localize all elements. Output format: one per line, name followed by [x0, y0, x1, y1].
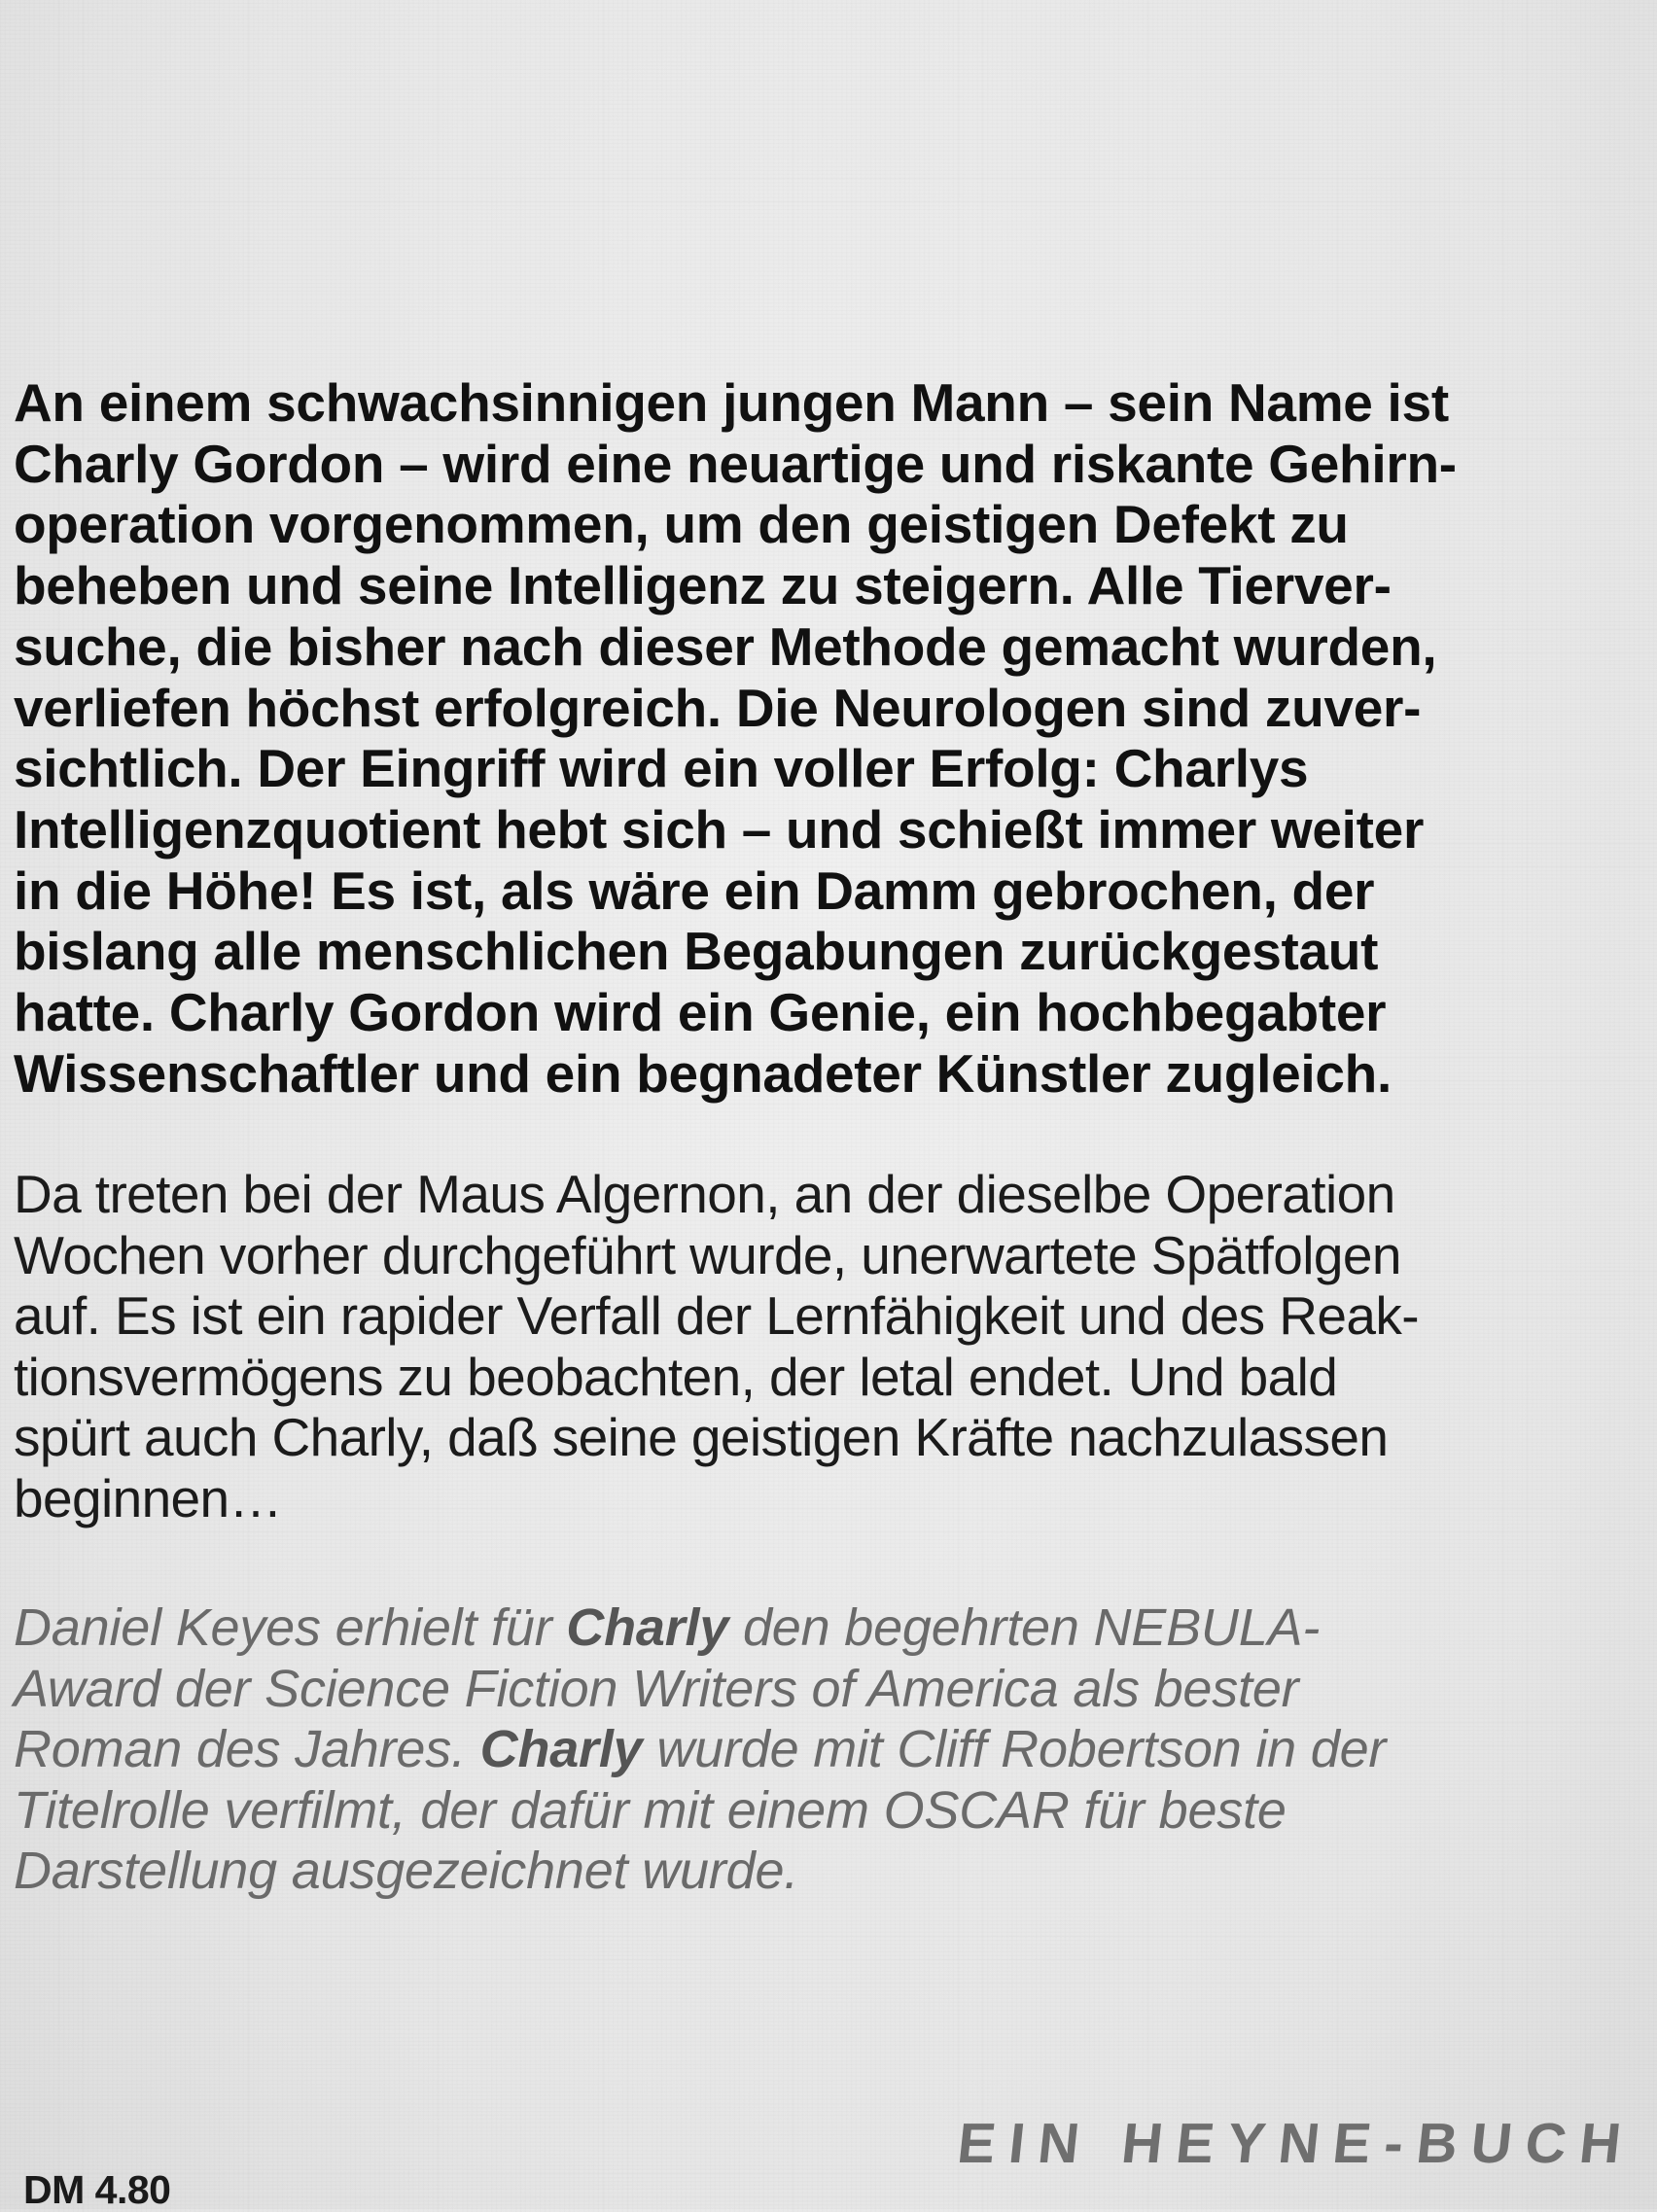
text-line — [14, 1598, 1657, 1659]
publisher-imprint: EIN HEYNE-BUCH — [954, 2112, 1638, 2175]
book-title-emphasis: Charly — [479, 1720, 643, 1778]
synopsis-paragraph-regular — [14, 1164, 1657, 1528]
text-line: sichtlich. Der Eingriff wird ein voller Erfolg: Charlys — [14, 738, 1309, 799]
text-line: tionsvermögens zu beobachten, der letal endet. Und bald — [14, 1346, 1338, 1407]
text-line: Titelrolle verfilmt, der dafür mit einem OSCAR für beste — [14, 1780, 1287, 1840]
author-award-paragraph — [14, 1598, 1657, 1902]
text-line: Wissenschaftler und ein begnadeter Künstler zugleich. — [14, 1042, 1392, 1104]
text-line: Darstellung ausgezeichnet wurde. — [14, 1842, 799, 1900]
text-segment: Roman des Jahres. — [14, 1720, 480, 1778]
text-segment: wurde mit Cliff Robertson in der — [642, 1720, 1387, 1778]
synopsis-paragraph-bold — [14, 372, 1657, 1104]
text-line: verliefen höchst erfolgreich. Die Neurologen sind zuver- — [14, 677, 1422, 738]
price-label: DM 4.80 — [23, 2167, 171, 2212]
text-line — [14, 1719, 1657, 1780]
text-segment: den begehrten NEBULA- — [728, 1598, 1321, 1657]
text-line: beheben und seine Intelligenz zu steigern. Alle Tierver- — [14, 555, 1392, 616]
text-line: Intelligenzquotient hebt sich – und schießt immer weiter — [14, 798, 1425, 860]
text-line: bislang alle menschlichen Begabungen zurückgestaut — [14, 921, 1379, 982]
text-line: Award der Science Fiction Writers of America als bester — [14, 1659, 1299, 1718]
text-line: spürt auch Charly, daß seine geistigen Kräfte nachzulassen — [14, 1407, 1389, 1467]
text-line: operation vorgenommen, um den geistigen Defekt zu — [14, 494, 1349, 555]
book-title-emphasis: Charly — [566, 1598, 729, 1657]
text-line: auf. Es ist ein rapider Verfall der Lernfähigkeit und des Reak- — [14, 1285, 1419, 1346]
text-line: Da treten bei der Maus Algernon, an der dieselbe Operation — [14, 1164, 1395, 1224]
text-line: suche, die bisher nach dieser Methode gemacht wurden, — [14, 615, 1437, 677]
text-line: hatte. Charly Gordon wird ein Genie, ein hochbegabter — [14, 982, 1387, 1043]
text-line: Charly Gordon – wird eine neuartige und riskante Gehirn- — [14, 433, 1457, 494]
text-line: beginnen… — [14, 1467, 282, 1528]
text-line: An einem schwachsinnigen jungen Mann – sein Name ist — [14, 372, 1449, 433]
text-line: Wochen vorher durchgeführt wurde, unerwartete Spätfolgen — [14, 1224, 1401, 1285]
text-segment: Daniel Keyes erhielt für — [14, 1598, 567, 1657]
text-line: in die Höhe! Es ist, als wäre ein Damm gebrochen, der — [14, 860, 1375, 921]
